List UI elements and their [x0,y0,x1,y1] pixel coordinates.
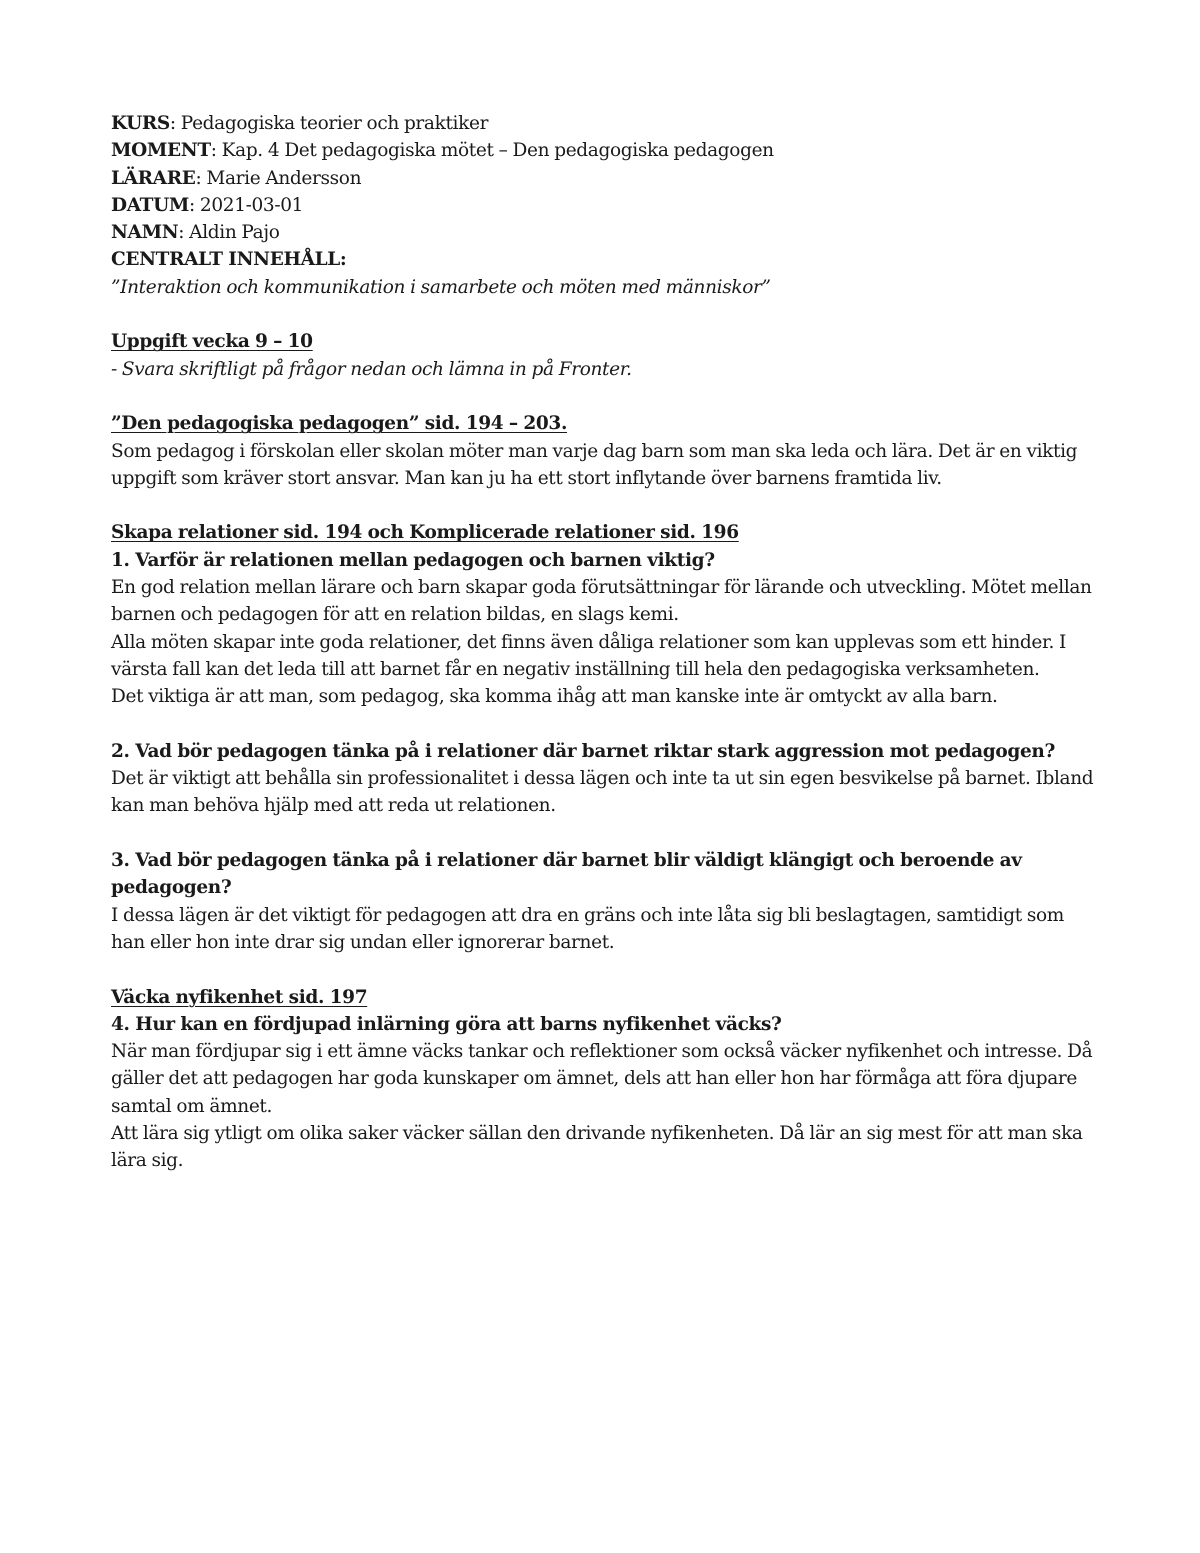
answer-1-paragraph-2: Alla möten skapar inte goda relationer, det finns även dåliga relationer som kan upplevas som ett hinder. I värsta fall kan det leda till att barnet får en negativ inställning till hela den pedagogiska verksamheten. [111,631,1066,680]
spacer [111,956,1101,983]
moment-label: MOMENT [111,140,211,162]
intro-heading: ”Den pedagogiska pedagogen” sid. 194 – 203. [111,413,568,435]
central-content-quote: ”Interaktion och kommunikation i samarbete och möten med människor” [111,276,771,298]
moment-line [111,137,1101,164]
teacher-line [111,165,1101,192]
answer-3: I dessa lägen är det viktigt för pedagogen att dra en gräns och inte låta sig bli beslagtagen, samtidigt som han eller hon inte drar sig undan eller ignorerar barnet. [111,904,1065,953]
teacher-value: : Marie Andersson [195,167,362,189]
name-value: : Aldin Pajo [178,222,280,244]
teacher-label: LÄRARE [111,167,196,189]
answer-4-paragraph-1: När man fördjupar sig i ett ämne väcks tankar och reflektioner som också väcker nyfikenhet och intresse. Då gäller det att pedagogen har goda kunskaper om ämnet, dels att han eller hon har förmåga att föra djupare samtal om ämnet. [111,1041,1093,1117]
answer-1-paragraph-1: En god relation mellan lärare och barn skapar goda förutsättningar för lärande och utveckling. Mötet mellan barnen och pedagogen för att en relation bildas, en slags kemi. [111,577,1092,626]
course-value: : Pedagogiska teorier och praktiker [169,113,489,134]
spacer [111,711,1101,738]
answer-4-paragraph-2: Att lära sig ytligt om olika saker väcker sällan den drivande nyfikenheten. Då lär an sig mest för att man ska lära sig. [111,1122,1083,1172]
answer-1-paragraph-3: Det viktiga är att man, som pedagog, ska komma ihåg att man kanske inte är omtyckt av alla barn. [111,686,998,708]
date-line [111,192,1101,219]
assignment-instruction: - Svara skriftligt på frågor nedan och lämna in på Fronter. [111,358,632,380]
moment-value: : Kap. 4 Det pedagogiska mötet – Den pedagogiska pedagogen [210,140,774,162]
central-content-label: CENTRALT INNEHÅLL: [111,249,347,271]
name-label: NAMN [111,222,179,244]
spacer [111,820,1101,847]
intro-text: Som pedagog i förskolan eller skolan möter man varje dag barn som man ska leda och lära. Det är en viktig uppgift som kräver stort ansvar. Man kan ju ha ett stort inflytande över barnens framtida liv. [111,440,1078,489]
question-4: 4. Hur kan en fördjupad inlärning göra att barns nyfikenhet väcks? [111,1013,782,1035]
date-label: DATUM [111,194,190,216]
section2-heading: Väcka nyfikenhet sid. 197 [111,986,368,1008]
assignment-title: Uppgift vecka 9 – 10 [111,331,313,353]
question-2: 2. Vad bör pedagogen tänka på i relationer där barnet riktar stark aggression mot pedagogen? [111,740,1055,762]
question-1: 1. Varför är relationen mellan pedagogen och barnen viktig? [111,549,715,571]
document-page [111,110,1101,1175]
course-label: KURS [111,113,170,134]
spacer [111,492,1101,519]
date-value: : 2021-03-01 [189,194,304,216]
section1-heading: Skapa relationer sid. 194 och Komplicerade relationer sid. 196 [111,522,739,544]
name-line [111,219,1101,246]
question-3: 3. Vad bör pedagogen tänka på i relationer där barnet blir väldigt klängigt och beroende av pedagogen? [111,850,1022,899]
answer-2: Det är viktigt att behålla sin professionalitet i dessa lägen och inte ta ut sin egen besvikelse på barnet. Ibland kan man behöva hjälp med att reda ut relationen. [111,768,1094,817]
spacer [111,383,1101,410]
spacer [111,301,1101,328]
course-line [111,110,1101,137]
